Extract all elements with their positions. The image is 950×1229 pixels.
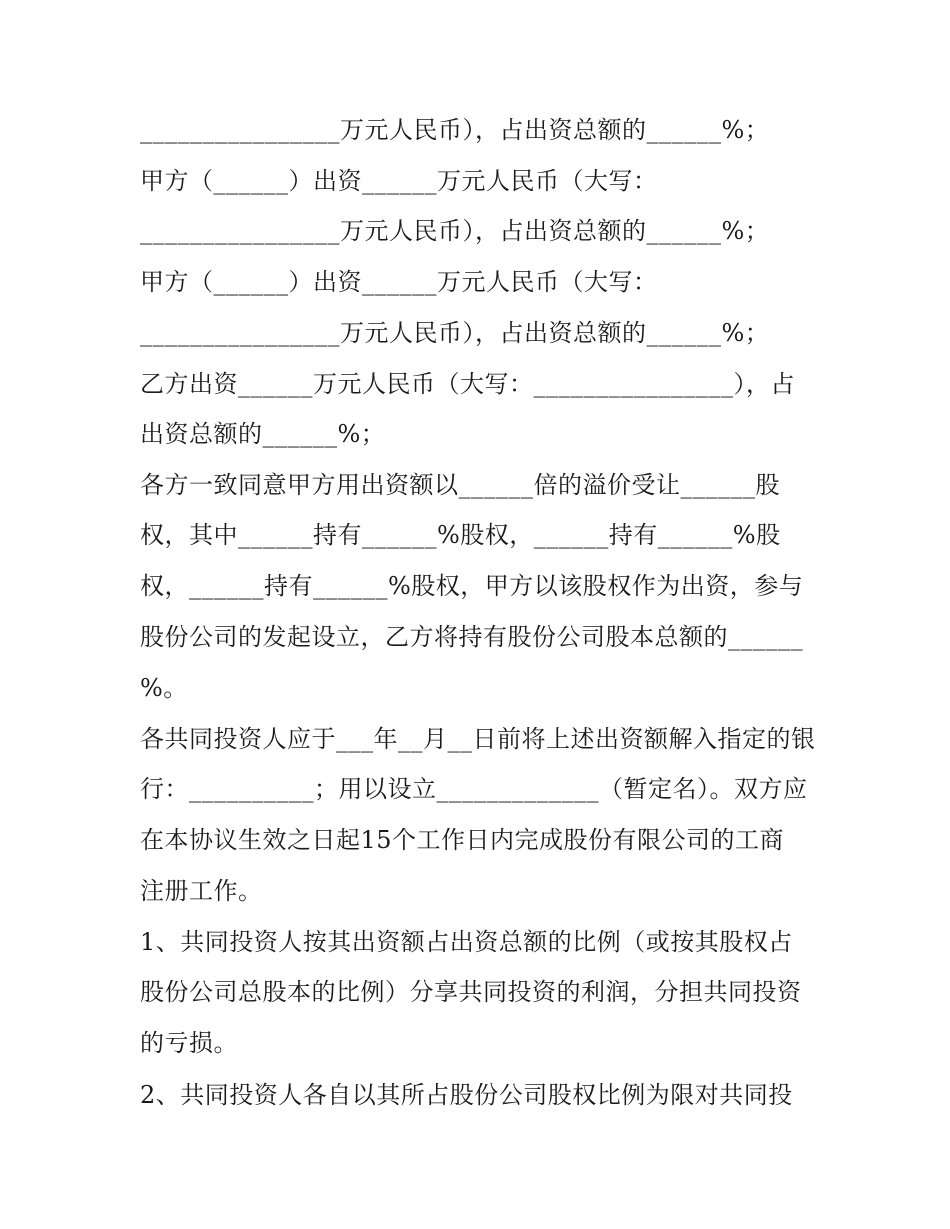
text-line: 乙方出资______万元人民币（大写：________________），占	[140, 370, 795, 398]
text-line: 权，______持有______%股权，甲方以该股权作为出资，参与	[140, 572, 804, 600]
text-line: ________________万元人民币），占出资总额的______%；	[140, 217, 770, 245]
text-line: ________________万元人民币），占出资总额的______%；	[140, 319, 770, 347]
text-line: 各方一致同意甲方用出资额以______倍的溢价受让______股	[140, 471, 780, 499]
text-line: 的亏损。	[140, 1029, 238, 1057]
text-line: 股份公司的发起设立，乙方将持有股份公司股本总额的______	[140, 623, 803, 651]
text-line: %。	[140, 674, 188, 702]
text-line: 行：__________；用以设立_____________（暂定名）。双方应	[140, 775, 808, 803]
text-line: 甲方（______）出资______万元人民币（大写：	[140, 268, 658, 296]
text-line: 注册工作。	[140, 877, 263, 905]
text-line: 各共同投资人应于___年__月__日前将上述出资额解入指定的银	[140, 725, 816, 753]
text-line: 在本协议生效之日起15个工作日内完成股份有限公司的工商	[140, 826, 785, 854]
text-line: 2、共同投资人各自以其所占股份公司股权比例为限对共同投	[140, 1081, 793, 1109]
text-line: 1、共同投资人按其出资额占出资总额的比例（或按其股权占	[140, 928, 793, 956]
text-line: 股份公司总股本的比例）分享共同投资的利润，分担共同投资	[140, 978, 802, 1006]
text-line: ________________万元人民币），占出资总额的______%；	[140, 116, 770, 144]
text-line: 甲方（______）出资______万元人民币（大写：	[140, 167, 658, 195]
text-line: 出资总额的______%；	[140, 420, 386, 448]
text-line: 权，其中______持有______%股权，______持有______%股	[140, 521, 781, 549]
